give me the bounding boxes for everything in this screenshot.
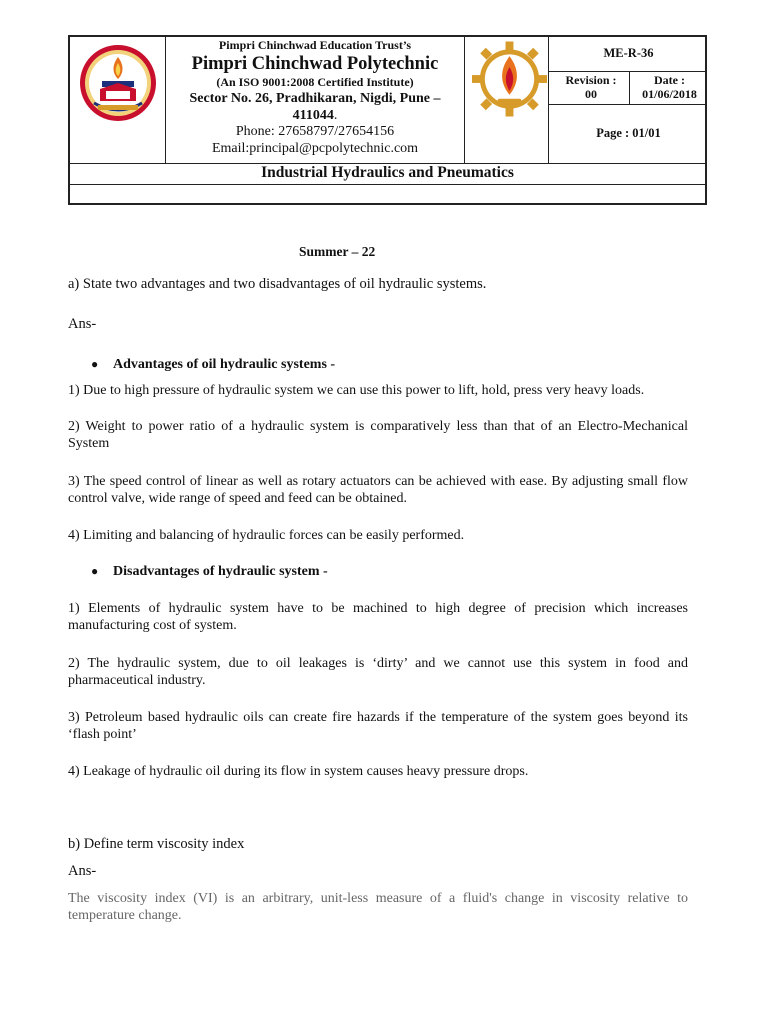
- institute-info: [166, 39, 464, 157]
- answer-label-b: Ans-: [68, 863, 97, 879]
- bullet-icon: ●: [91, 357, 99, 371]
- address-line-2: 411044: [292, 107, 334, 123]
- header-divider: [70, 184, 705, 185]
- revision-label: Revision :: [565, 73, 617, 87]
- header-divider: [548, 71, 705, 72]
- email: Email:principal@pcpolytechnic.com: [211, 140, 419, 156]
- answer-label-a: Ans-: [68, 316, 97, 332]
- document-code: ME-R-36: [603, 46, 654, 60]
- viscosity-index-definition: The viscosity index (VI) is an arbitrary, unit-less measure of a fluid's change in viscosity relative to temperature change.: [68, 891, 688, 923]
- header-divider: [548, 104, 705, 105]
- exam-session: Summer – 22: [299, 244, 376, 259]
- iso-certification: (An ISO 9001:2008 Certified Institute): [216, 75, 414, 90]
- address-line-1: Sector No. 26, Pradhikaran, Nigdi, Pune –: [189, 90, 441, 106]
- header-divider: [548, 37, 549, 163]
- advantage-item: 4) Limiting and balancing of hydraulic forces can be easily performed.: [68, 528, 465, 543]
- address: [166, 91, 464, 125]
- revision: [550, 74, 632, 102]
- date-label: Date :: [654, 73, 685, 87]
- disadvantage-item: 2) The hydraulic system, due to oil leakages is ‘dirty’ and we cannot use this system in food and pharmaceutical industry.: [68, 656, 688, 688]
- header-divider: [464, 37, 465, 163]
- page-number: Page : 01/01: [596, 126, 661, 140]
- disadvantage-item: 4) Leakage of hydraulic oil during its flow in system causes heavy pressure drops.: [68, 764, 529, 779]
- date-value: 01/06/2018: [642, 86, 697, 101]
- disadvantage-item: 1) Elements of hydraulic system have to be machined to high degree of precision which increases manufacturing cost of system.: [68, 601, 688, 633]
- subject-title: Industrial Hydraulics and Pneumatics: [261, 164, 514, 181]
- document-header: [68, 35, 707, 205]
- question-b: b) Define term viscosity index: [68, 836, 245, 852]
- disadvantages-heading: Disadvantages of hydraulic system -: [113, 564, 328, 579]
- advantages-heading: Advantages of oil hydraulic systems -: [113, 357, 336, 372]
- trust-name: Pimpri Chinchwad Education Trust’s: [218, 38, 412, 52]
- question-a: a) State two advantages and two disadvantages of oil hydraulic systems.: [68, 276, 487, 292]
- address-line-2-suffix: .: [333, 107, 338, 123]
- advantage-item: 2) Weight to power ratio of a hydraulic system is comparatively less than that of an Electro-Mechanical System: [68, 419, 688, 451]
- polytechnic-gear-flame-logo: [472, 41, 547, 117]
- advantage-item: 3) The speed control of linear as well as rotary actuators can be achieved with ease. By adjusting small flow control valve, wide range of speed and feed can be obtained.: [68, 474, 688, 506]
- college-emblem-logo: [78, 43, 158, 123]
- bullet-icon: ●: [91, 564, 99, 578]
- revision-value: 00: [585, 86, 597, 101]
- advantage-item: 1) Due to high pressure of hydraulic system we can use this power to lift, hold, press very heavy loads.: [68, 383, 645, 398]
- phone: Phone: 27658797/27654156: [235, 124, 395, 140]
- disadvantage-item: 3) Petroleum based hydraulic oils can create fire hazards if the temperature of the system goes beyond its ‘flash point’: [68, 710, 688, 742]
- institute-name: Pimpri Chinchwad Polytechnic: [191, 53, 439, 74]
- date: [632, 74, 707, 102]
